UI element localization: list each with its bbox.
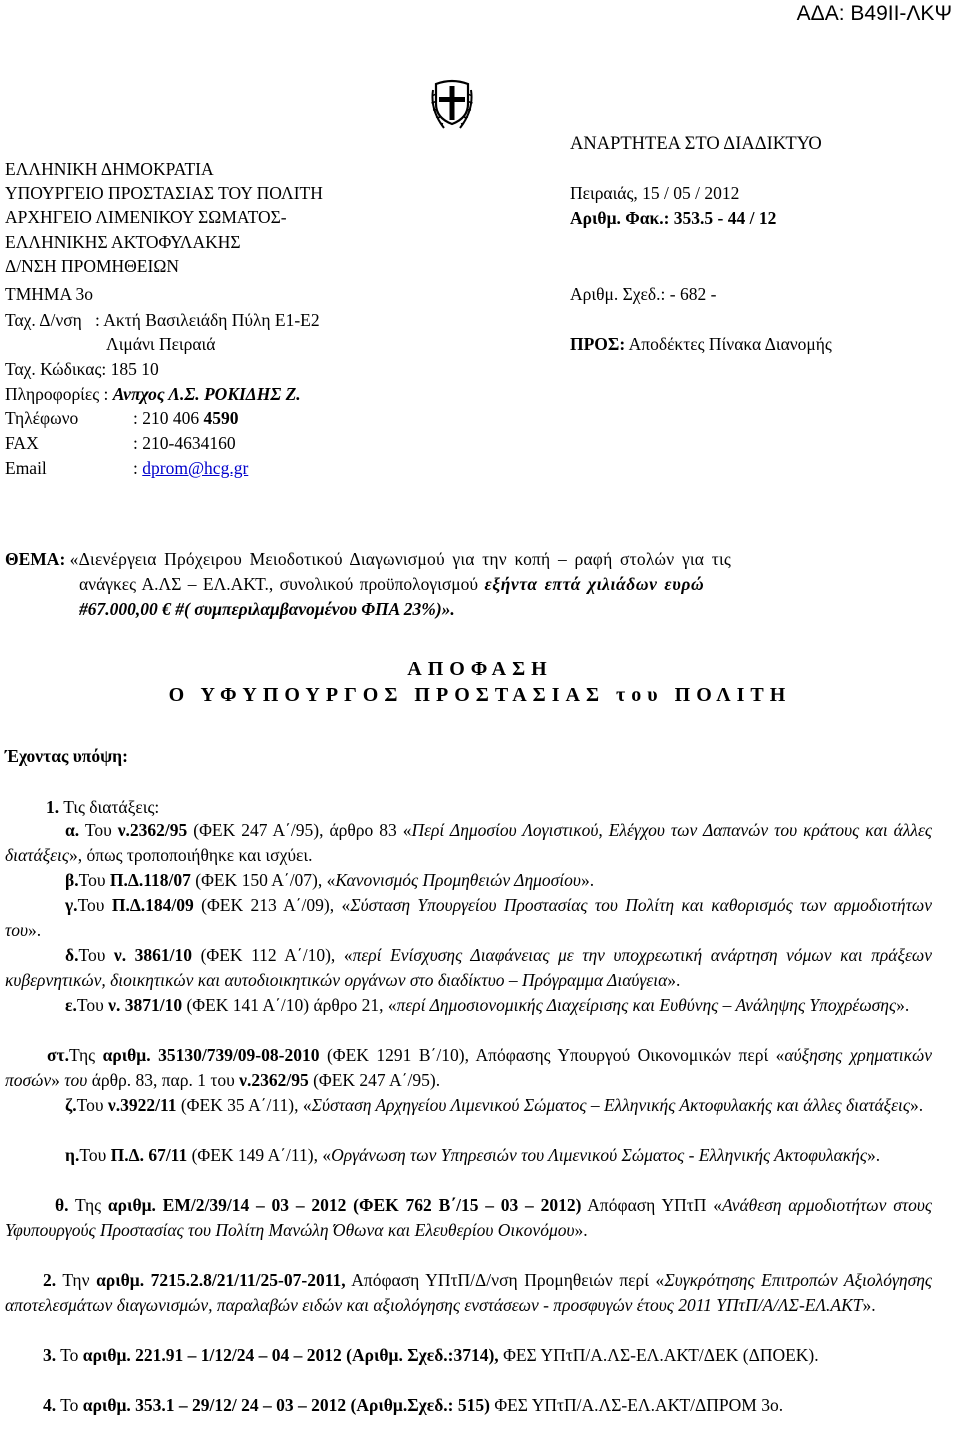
- item-c: [5, 893, 932, 943]
- item-a-label: α.: [65, 820, 80, 840]
- item-b-end: ».: [580, 870, 595, 890]
- item-1-text: Τις διατάξεις:: [63, 797, 160, 817]
- item-3-end: ΦΕΣ ΥΠτΠ/Α.ΛΣ-ΕΛ.ΑΚΤ/ΔΕΚ (ΔΠΟΕΚ).: [498, 1345, 819, 1365]
- item-st-title: αύξησης χρηματικών ποσών: [5, 1045, 932, 1090]
- item-1: [46, 795, 159, 819]
- item-th: [5, 1193, 932, 1243]
- phone-value: [133, 406, 239, 430]
- item-a-law: ν.2362/95: [117, 820, 188, 840]
- item-z-mid: (ΦΕΚ 35 Α΄/11), «: [176, 1095, 312, 1115]
- item-e-pre: Του: [76, 995, 109, 1015]
- address-line2: Λιμάνι Πειραιά: [106, 334, 216, 354]
- item-st-end: (ΦΕΚ 247 Α΄/95).: [308, 1070, 441, 1090]
- item-a: [5, 818, 932, 868]
- item-2-end: ».: [862, 1295, 876, 1315]
- header-line-1: ΕΛΛΗΝΙΚΗ ΔΗΜΟΚΡΑΤΙΑ: [5, 159, 214, 179]
- item-e-end: ».: [896, 995, 910, 1015]
- item-3: [5, 1343, 932, 1368]
- subject-line-1: [5, 547, 731, 572]
- item-e-mid: (ΦΕΚ 141 Α΄/10) άρθρο 21, «: [182, 995, 397, 1015]
- item-z-pre: Του: [76, 1095, 108, 1115]
- email-link[interactable]: dprom@hcg.gr: [142, 458, 249, 478]
- item-2-decision: αριθμ. 7215.2.8/21/11/25-07-2011,: [96, 1270, 346, 1290]
- address-label: Ταχ. Δ/νση: [5, 310, 82, 330]
- subject-label: ΘΕΜΑ:: [5, 549, 66, 569]
- item-3-document: αριθμ. 221.91 – 1/12/24 – 04 – 2012 (Αριθμ. Σχεδ.:3714),: [82, 1345, 499, 1365]
- item-st: [5, 1043, 932, 1093]
- subject-amount: #67.000,00 € #( συμπεριλαμβανομένου ΦΠΑ 23%)».: [79, 599, 455, 619]
- item-c-pre: Του: [77, 895, 112, 915]
- item-b-title: Κανονισμός Προμηθειών Δημοσίου: [335, 870, 581, 890]
- phone-extension: 4590: [203, 408, 239, 428]
- info-value: Ανπχος Λ.Σ. ΡΟΚΙΔΗΣ Ζ.: [112, 384, 301, 404]
- decision-subtitle: Ο ΥΦΥΠΟΥΡΓΟΣ ΠΡΟΣΤΑΣΙΑΣ του ΠΟΛΙΤΗ: [168, 684, 792, 706]
- item-c-mid: (ΦΕΚ 213 Α΄/09), «: [193, 895, 351, 915]
- item-a-title: Περί Δημοσίου Λογιστικού, Ελέγχου των Δαπανών του κράτους και άλλες διατάξεις: [5, 820, 933, 865]
- item-2: [5, 1268, 932, 1318]
- item-e-label: ε.: [65, 995, 77, 1015]
- info-label: Πληροφορίες :: [5, 384, 109, 404]
- header-line-4: ΕΛΛΗΝΙΚΗΣ ΑΚΤΟΦΥΛΑΚΗΣ: [5, 232, 241, 252]
- postal-code: Ταχ. Κώδικας: 185 10: [5, 359, 159, 379]
- item-d-law: ν. 3861/10: [113, 945, 193, 965]
- item-st-mid: (ΦΕΚ 1291 Β΄/10), Απόφασης Υπουργού Οικονομικών περί «: [319, 1045, 785, 1065]
- item-d: [5, 943, 932, 993]
- file-number: Αριθμ. Φακ.: 353.5 - 44 / 12: [570, 208, 777, 228]
- item-b: [5, 868, 932, 893]
- item-b-mid: (ΦΕΚ 150 Α΄/07), «: [190, 870, 336, 890]
- item-2-mid: Απόφαση ΥΠτΠ/Δ/νση Προμηθειών περί «: [345, 1270, 665, 1290]
- item-d-pre: Του: [78, 945, 114, 965]
- item-4-number: 4.: [43, 1395, 57, 1415]
- header-line-2: ΥΠΟΥΡΓΕΙΟ ΠΡΟΣΤΑΣΙΑΣ ΤΟΥ ΠΟΛΙΤΗ: [5, 183, 323, 203]
- recipients: [570, 332, 832, 356]
- item-h-pre: Του: [79, 1145, 111, 1165]
- subject-text-1: «Διενέργεια Πρόχειρου Μειοδοτικού Διαγωνισμού για την κοπή – ραφή στολών για τις: [69, 549, 732, 569]
- item-h: [5, 1143, 932, 1168]
- post-notice: ΑΝΑΡΤΗΤΕΑ ΣΤΟ ΔΙΑΔΙΚΤΥΟ: [570, 134, 822, 154]
- item-2-title: Συγκρότησης Επιτροπών Αξιολόγησης αποτελεσμάτων διαγωνισμών, παραλαβών ειδών και αξιολόγησης ενστάσεων - προσφυγών έτους 2011 ΥΠτΠ/Α/ΛΣ-ΕΛ.ΑΚΤ: [5, 1270, 932, 1315]
- item-c-law: Π.Δ.184/09: [111, 895, 194, 915]
- item-c-end: ».: [28, 920, 42, 940]
- item-th-end: ».: [574, 1220, 588, 1240]
- item-a-mid: (ΦΕΚ 247 Α΄/95), άρθρο 83 «: [187, 820, 412, 840]
- item-c-label: γ.: [65, 895, 78, 915]
- email-sep: :: [133, 458, 143, 478]
- item-th-label: θ.: [55, 1195, 69, 1215]
- item-st-title2: του: [64, 1070, 88, 1090]
- item-3-pre: Το: [56, 1345, 83, 1365]
- item-b-law: Π.Δ.118/07: [109, 870, 191, 890]
- item-h-label: η.: [65, 1145, 80, 1165]
- item-h-law: Π.Δ. 67/11: [110, 1145, 188, 1165]
- decision-title: ΑΠΟΦΑΣΗ: [407, 658, 553, 680]
- item-3-number: 3.: [43, 1345, 57, 1365]
- to-label: ΠΡΟΣ:: [570, 334, 626, 354]
- subject-line-2: [79, 572, 704, 597]
- item-d-end: ».: [667, 970, 681, 990]
- item-4-pre: Το: [56, 1395, 83, 1415]
- item-2-number: 2.: [43, 1270, 57, 1290]
- item-a-pre: Του: [84, 820, 118, 840]
- email-label: Email: [5, 458, 47, 478]
- item-e-title: περί Δημοσιονομικής Διαχείρισης και Ευθύνης – Ανάληψης Υποχρέωσης: [396, 995, 897, 1015]
- item-4: [5, 1393, 932, 1418]
- ada-code: ΑΔΑ: Β49ΙΙ-ΛΚΨ: [796, 2, 952, 25]
- item-c-title: Σύσταση Υπουργείου Προστασίας του Πολίτη και καθορισμός των αρμοδιοτήτων του: [5, 895, 932, 940]
- item-b-pre: Του: [78, 870, 110, 890]
- subject-amount-words: εξήντα επτά χιλιάδων ευρώ: [484, 574, 705, 594]
- item-4-end: ΦΕΣ ΥΠτΠ/Α.ΛΣ-ΕΛ.ΑΚΤ/ΔΠΡΟΜ 3ο.: [489, 1395, 784, 1415]
- draft-number: Αριθμ. Σχεδ.: - 682 -: [570, 284, 717, 304]
- item-z-law: ν.3922/11: [107, 1095, 177, 1115]
- info-line: [5, 382, 301, 406]
- address-value: : Ακτή Βασιλειάδη Πύλη Ε1-Ε2: [95, 310, 320, 330]
- header-line-5: Δ/ΝΣΗ ΠΡΟΜΗΘΕΙΩΝ: [5, 256, 179, 276]
- item-e: [5, 993, 932, 1018]
- item-st-mid3: άρθρ. 83, παρ. 1 του: [87, 1070, 240, 1090]
- item-e-law: ν. 3871/10: [108, 995, 183, 1015]
- item-th-mid: Απόφαση ΥΠτΠ «: [581, 1195, 722, 1215]
- item-4-document: αριθμ. 353.1 – 29/12/ 24 – 03 – 2012 (Αριθμ.Σχεδ.: 515): [82, 1395, 490, 1415]
- header-line-3: ΑΡΧΗΓΕΙΟ ΛΙΜΕΝΙΚΟΥ ΣΩΜΑΤΟΣ-: [5, 207, 287, 227]
- item-z-end: ».: [910, 1095, 924, 1115]
- fax-label: FAX: [5, 433, 39, 453]
- phone-label: Τηλέφωνο: [5, 408, 79, 428]
- subject-text-2: ανάγκες Α.ΛΣ – ΕΛ.ΑΚΤ., συνολικού προϋπολογισμού: [79, 574, 479, 594]
- item-st-pre: Της: [68, 1045, 103, 1065]
- item-st-label: στ.: [47, 1045, 69, 1065]
- item-d-label: δ.: [65, 945, 79, 965]
- item-2-pre: Την: [56, 1270, 97, 1290]
- place-date: Πειραιάς, 15 / 05 / 2012: [570, 183, 740, 203]
- item-h-title: Οργάνωση των Υπηρεσιών του Λιμενικού Σώματος - Ελληνικής Ακτοφυλακής: [331, 1145, 867, 1165]
- fax-value: : 210-4634160: [133, 433, 236, 453]
- item-1-number: 1.: [46, 797, 60, 817]
- item-th-title: Ανάθεση αρμοδιοτήτων στους Υφυπουργούς Προστασίας του Πολίτη Μανώλη Όθωνα και Ελευθερίου Οικονόμου: [5, 1195, 932, 1240]
- email-value: [133, 456, 248, 480]
- item-st-decision: αριθμ. 35130/739/09-08-2010: [102, 1045, 320, 1065]
- item-th-decision: αριθμ. ΕΜ/2/39/14 – 03 – 2012 (ΦΕΚ 762 Β΄/15 – 03 – 2012): [107, 1195, 582, 1215]
- to-value: Αποδέκτες Πίνακα Διανομής: [628, 334, 832, 354]
- item-th-pre: Της: [68, 1195, 108, 1215]
- item-d-mid: (ΦΕΚ 112 Α΄/10), «: [192, 945, 353, 965]
- item-z-label: ζ.: [65, 1095, 77, 1115]
- item-b-label: β.: [65, 870, 79, 890]
- header-line-6: ΤΜΗΜΑ 3ο: [5, 284, 93, 304]
- item-z-title: Σύσταση Αρχηγείου Λιμενικού Σώματος – Ελληνικής Ακτοφυλακής και άλλες διατάξεις: [311, 1095, 911, 1115]
- item-st-law: ν.2362/95: [239, 1070, 309, 1090]
- item-h-end: ».: [866, 1145, 881, 1165]
- item-h-mid: (ΦΕΚ 149 Α΄/11), «: [187, 1145, 332, 1165]
- greek-emblem-icon: [430, 70, 474, 132]
- phone-number: : 210 406: [133, 408, 204, 428]
- item-st-mid2: »: [51, 1070, 65, 1090]
- item-z: [5, 1093, 932, 1118]
- item-a-end: », όπως τροποποιήθηκε και ισχύει.: [68, 845, 313, 865]
- considering-label: Έχοντας υπόψη:: [5, 746, 128, 766]
- item-d-title: περί Ενίσχυσης Διαφάνειας με την υποχρεωτική ανάρτηση νόμων και πράξεων κυβερνητικών, διοικητικών και αυτοδιοικητικών οργάνων στο διαδίκτυο – Πρόγραμμα Διαύγεια: [5, 945, 932, 990]
